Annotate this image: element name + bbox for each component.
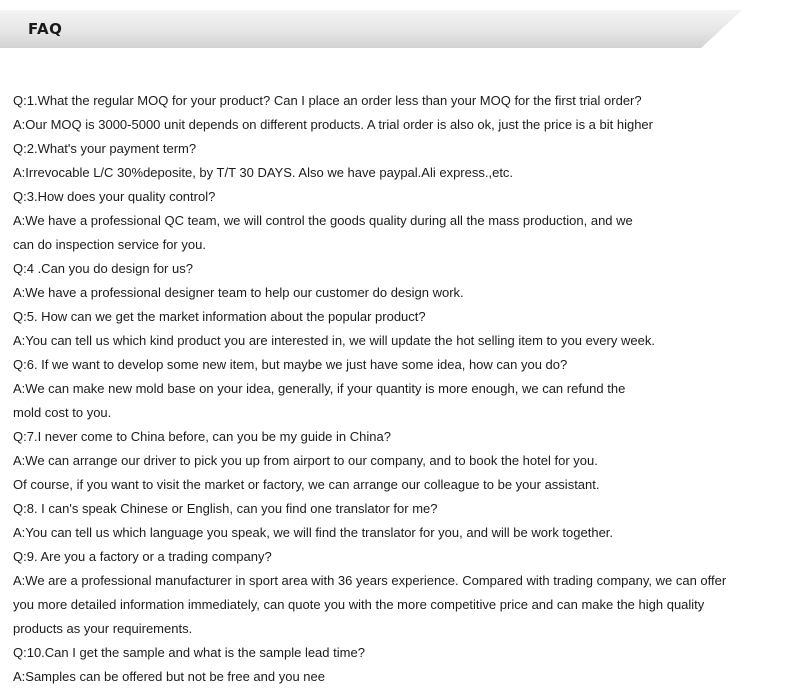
faq-answer-3: A:We have a professional QC team, we will control the goods quality during all the mass production, and we xyxy=(13,213,633,228)
faq-question-7: Q:7.I never come to China before, can you be my guide in China? xyxy=(13,429,391,444)
faq-question-8: Q:8. I can's speak Chinese or English, can you find one translator for me? xyxy=(13,501,438,516)
faq-answer-1: A:Our MOQ is 3000-5000 unit depends on different products. A trial order is also ok, just the price is a bit higher xyxy=(13,117,653,132)
faq-answer-6-continued: mold cost to you. xyxy=(13,405,112,420)
faq-list xyxy=(13,89,788,689)
faq-answer-2: A:Irrevocable L/C 30%deposite, by T/T 30 DAYS. Also we have paypal.Ali express.,etc. xyxy=(13,165,514,180)
faq-question-2: Q:2.What's your payment term? xyxy=(13,141,197,156)
faq-question-5: Q:5. How can we get the market information about the popular product? xyxy=(13,309,426,324)
page-title: FAQ xyxy=(28,20,63,38)
faq-question-9: Q:9. Are you a factory or a trading company? xyxy=(13,549,272,564)
faq-answer-8: A:You can tell us which language you speak, we will find the translator for you, and will be work together. xyxy=(13,525,614,540)
faq-answer-10: A:Samples can be offered but not be free and you nee xyxy=(13,669,325,684)
faq-question-6: Q:6. If we want to develop some new item, but maybe we just have some idea, how can you do? xyxy=(13,357,568,372)
faq-question-10: Q:10.Can I get the sample and what is the sample lead time? xyxy=(13,645,365,660)
faq-answer-7: A:We can arrange our driver to pick you up from airport to our company, and to book the hotel for you. xyxy=(13,453,598,468)
faq-answer-5: A:You can tell us which kind product you are interested in, we will update the hot selling item to you every week. xyxy=(13,333,655,348)
faq-answer-7-continued: Of course, if you want to visit the market or factory, we can arrange our colleague to be your assistant. xyxy=(13,477,600,492)
faq-answer-4: A:We have a professional designer team to help our customer do design work. xyxy=(13,285,464,300)
header-banner xyxy=(0,10,742,48)
faq-answer-9: A:We are a professional manufacturer in sport area with 36 years experience. Compared with trading company, we can offer xyxy=(13,573,727,588)
faq-answer-6: A:We can make new mold base on your idea, generally, if your quantity is more enough, we can refund the xyxy=(13,381,626,396)
faq-answer-9-continued-2: products as your requirements. xyxy=(13,621,193,636)
faq-question-4: Q:4 .Can you do design for us? xyxy=(13,261,193,276)
faq-question-1: Q:1.What the regular MOQ for your product? Can I place an order less than your MOQ for the first trial order? xyxy=(13,93,642,108)
faq-answer-9-continued: you more detailed information immediately, can quote you with the more competitive price and can make the high quality xyxy=(13,597,705,612)
faq-answer-3-continued: can do inspection service for you. xyxy=(13,237,206,252)
faq-question-3: Q:3.How does your quality control? xyxy=(13,189,216,204)
